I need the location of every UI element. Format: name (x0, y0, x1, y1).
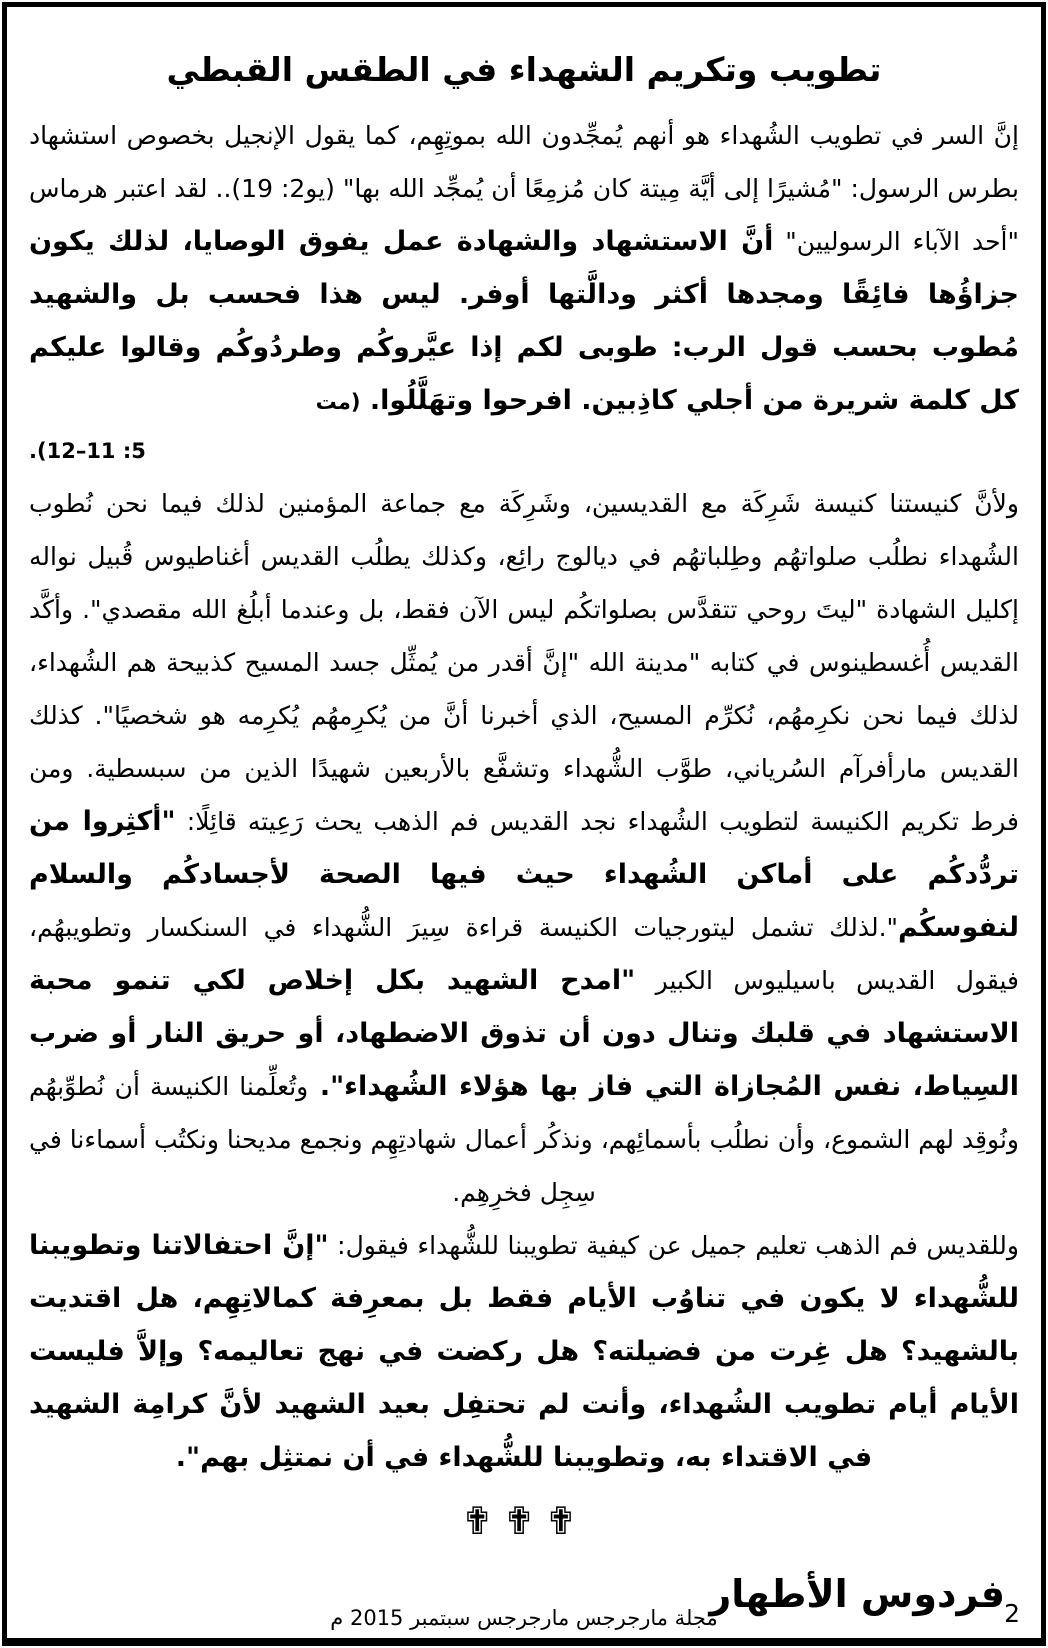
paragraph-chrysostom-teaching (29, 1219, 1019, 1484)
text-run: وتُعلِّمنا الكنيسة أن نُطوِّبهُم ونُوقِد لهم الشموع، وأن نطلُب بأسمائِهم، ونذكُر أعمال شهادتِهِم ونجمع مديحنا ونكتُب أسماءنا في سِجِل فخرِهِم. (29, 1072, 1019, 1207)
next-section-heading: فردوس الأطهار (709, 1572, 1005, 1616)
scripture-reference-line: 5: 11–12). (29, 439, 146, 463)
bold-quote-celebrations: "إنَّ احتفالاتنا وتطويبنا للشُّهداء لا يكون في تناوُب الأيام فقط بل بمعرِفة كمالاتِهِم، هل اقتديت بالشهيد؟ هل غِرت من فضيلته؟ هل ركضت في نهج تعاليمه؟ وإلاَّ فليست الأيام أيام تطويب الشُهداء، وأنت لم تحتفِل بعيد الشهيد لأنَّ كرامِة الشهيد في الاقتداء به، وتطويبنا للشُّهداء في أن نمتثِل بهم". (29, 1230, 1019, 1473)
text-run: إنَّ السر في تطويب الشُهداء هو أنهم يُمجِّدون الله بموتِهِم، كما يقول الإنجيل بخصوص استشهاد بطرس الرسول: "مُشيرًا إلى أيَّة مِيتة كان مُزمِعًا أن يُمجِّد الله بها" (يو2: 19).. لقد اعتبر هرماس "أحد الآباء الرسوليين" (29, 121, 1020, 256)
scripture-reference-open: (مت (315, 390, 361, 414)
page-number: 2 (1004, 1599, 1020, 1628)
text-run: وللقديس فم الذهب تعليم جميل عن كيفية تطويبنا للشُّهداء فيقول: (328, 1231, 1019, 1260)
text-run: ".لذلك تشمل ليتورجيات الكنيسة قراءة سِيرَ الشُّهداء في السنكسار وتطويبهُم، فيقول القديس باسيليوس الكبير (29, 913, 1019, 995)
bold-text-run: أنَّ الاستشهاد والشهادة عمل يفوق الوصايا، لذلك يكون جزاؤُها فائِقًا ومجدها أكثر ودالَّتها أوفر. ليس هذا فحسب بل والشهيد مُطوب بحسب قول الرب: طوبى لكم إذا عيَّروكُم وطردُوكُم وقالوا عليكم كل كلمة شريرة من أجلي كاذِبين. افرحوا وتهَلَّلُوا. (29, 226, 1019, 416)
article-title: تطويب وتكريم الشهداء في الطقس القبطي (166, 50, 882, 89)
paragraph-intro (29, 109, 1019, 429)
bold-quote-basil: "امدح الشهيد بكل إخلاص لكي تنمو محبة الاستشهاد في قلبك وتنال دون أن تذوق الاضطهاد، أو حريق النار أو ضرب السِياط، نفس المُجازاة التي فاز بها هؤلاء الشُهداء". (29, 965, 1020, 1102)
page-content (9, 9, 1039, 1639)
bold-quote-chrysostom: "أكثِروا من تردُّدكُم على أماكن الشُهداء حيث فيها الصحة لأجسادكُم والسلام لنفوسكُم (29, 806, 1019, 943)
footer-magazine-title: مجلة مارجرجس مارجرجس سبتمبر 2015 م (330, 1606, 718, 1630)
text-run: ولأنَّ كنيستنا كنيسة شَرِكَة مع القديسين، وشَرِكَة مع جماعة المؤمنين لذلك فيما نحن نُطوب الشُهداء نطلُب صلواتهُم وطِلباتهُم في ديالوج رائِع، وكذلك يطلُب القديس أغناطيوس قُبيل نواله إكليل الشهادة "ليتَ روحي تتقدَّس بصلواتكُم ليس الآن فقط، بل وعندما أبلُغ الله مقصدي". وأكَّد القديس أُغسطينوس في كتابه "مدينة الله "إنَّ أقدر من يُمثِّل جسد المسيح كذبيحة هم الشُهداء، لذلك فيما نحن نكرِمهُم، نُكرِّم المسيح، الذي أخبرنا أنَّ من يُكرِمهُم يُكرِمه هو شخصيًا". كذلك القديس مارأفرآم السُرياني، طوَّب الشُّهداء وتشفَّع بالأربعين شهيدًا الذين من سبسطية. ومن فرط تكريم الكنيسة لتطويب الشُهداء نجد القديس فم الذهب يحث رَعِيته قائِلًا: (29, 489, 1019, 836)
crosses-divider: ✟✟✟ (461, 1499, 587, 1543)
paragraph-church-communion (29, 477, 1019, 1219)
